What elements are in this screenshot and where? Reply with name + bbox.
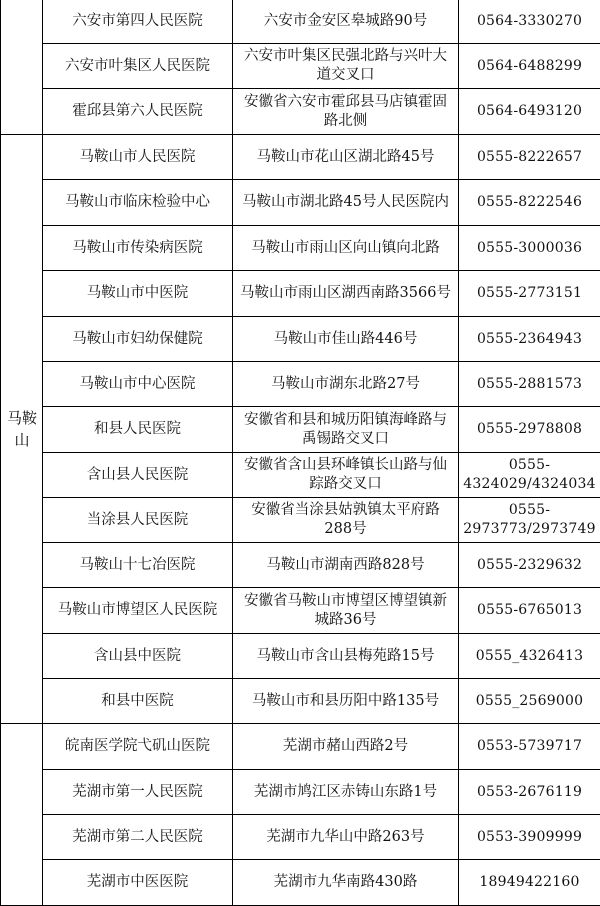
table-row [1,362,600,407]
table-row [1,135,600,180]
hospital-name-cell [43,180,233,226]
table-row [1,0,600,44]
phone-text: 0555_2569000 [476,692,583,711]
address-text: 芜湖市九华山中路263号 [266,828,424,847]
address-text: 安徽省马鞍山市博望区博望镇新城路36号 [238,592,453,630]
address-cell [233,588,459,634]
hospital-name-text: 当涂县人民医院 [87,511,189,530]
address-cell [233,860,459,906]
region-cell [1,0,43,135]
phone-cell [459,588,600,634]
address-text: 马鞍山市雨山区湖西南路3566号 [240,284,451,303]
address-text: 安徽省六安市霍邱县马店镇霍固路北侧 [238,93,453,131]
hospital-name-cell [43,44,233,89]
table-row [1,634,600,679]
table-row [1,860,600,906]
table-row [1,588,600,634]
hospital-name-cell [43,724,233,770]
region-cell [1,724,43,906]
phone-text: 0555-3000036 [477,239,582,258]
table-row [1,317,600,362]
hospital-name-text: 六安市叶集区人民医院 [65,57,210,76]
address-cell [233,0,459,44]
region-cell [1,135,43,724]
address-cell [233,453,459,498]
address-text: 马鞍山市含山县梅苑路15号 [257,647,435,666]
address-cell [233,770,459,815]
hospital-name-text: 马鞍山市传染病医院 [72,239,203,258]
hospital-name-cell [43,543,233,588]
phone-cell [459,271,600,317]
hospital-name-text: 含山县人民医院 [87,466,189,485]
phone-cell [459,89,600,135]
phone-text: 0553-3909999 [477,828,582,847]
address-cell [233,362,459,407]
hospital-table-body [1,0,600,906]
address-cell [233,498,459,543]
address-cell [233,724,459,770]
address-cell [233,180,459,226]
address-cell [233,44,459,89]
address-cell [233,679,459,724]
hospital-name-text: 芜湖市中医医院 [87,873,189,892]
hospital-name-text: 和县人民医院 [94,420,181,439]
address-text: 马鞍山市湖北路45号人民医院内 [242,193,449,212]
address-text: 芜湖市赭山西路2号 [283,737,408,756]
phone-text: 0555-8222657 [477,148,582,167]
address-text: 马鞍山市和县历阳中路135号 [252,692,439,711]
phone-cell [459,815,600,860]
hospital-name-text: 六安市第四人民医院 [72,12,203,31]
phone-cell [459,0,600,44]
table-row [1,271,600,317]
hospital-name-cell [43,0,233,44]
table-row [1,498,600,543]
hospital-name-text: 马鞍山市妇幼保健院 [72,330,203,349]
address-text: 芜湖市鸠江区赤铸山东路1号 [254,783,437,802]
hospital-name-cell [43,634,233,679]
hospital-name-text: 马鞍山市博望区人民医院 [58,601,218,620]
phone-cell [459,679,600,724]
phone-text: 0555-2881573 [477,375,582,394]
address-cell [233,634,459,679]
hospital-name-cell [43,588,233,634]
address-cell [233,317,459,362]
hospital-name-text: 皖南医学院弋矶山医院 [65,737,210,756]
hospital-name-text: 芜湖市第二人民医院 [72,828,203,847]
table-row [1,770,600,815]
hospital-name-cell [43,498,233,543]
address-text: 安徽省和县和城历阳镇海峰路与禹锡路交叉口 [238,411,453,449]
hospital-name-cell [43,860,233,906]
hospital-name-cell [43,317,233,362]
phone-cell [459,860,600,906]
phone-text: 0555-6765013 [477,601,582,620]
phone-cell [459,498,600,543]
table-row [1,453,600,498]
hospital-name-text: 马鞍山市人民医院 [80,148,196,167]
hospital-name-text: 马鞍山市中医院 [87,284,189,303]
phone-text: 0564-6488299 [477,57,582,76]
hospital-name-cell [43,226,233,271]
hospital-name-text: 马鞍山市中心医院 [80,375,196,394]
phone-cell [459,407,600,453]
phone-cell [459,724,600,770]
phone-cell [459,453,600,498]
phone-text: 0553-5739717 [477,737,582,756]
hospital-name-text: 马鞍山市临床检验中心 [65,193,210,212]
phone-cell [459,543,600,588]
table-row [1,815,600,860]
table-row [1,543,600,588]
phone-text: 0555-2973773/2973749 [461,501,598,539]
address-text: 六安市金安区皋城路90号 [264,12,427,31]
address-cell [233,407,459,453]
phone-text: 0555_4326413 [476,647,583,666]
address-cell [233,815,459,860]
phone-cell [459,180,600,226]
table-row [1,44,600,89]
address-cell [233,271,459,317]
phone-cell [459,44,600,89]
hospital-name-cell [43,271,233,317]
hospital-name-cell [43,453,233,498]
hospital-name-cell [43,407,233,453]
address-text: 马鞍山市湖南西路828号 [266,556,424,575]
phone-cell [459,226,600,271]
phone-text: 0564-6493120 [477,102,582,121]
hospital-name-text: 霍邱县第六人民医院 [72,102,203,121]
hospital-name-cell [43,770,233,815]
hospital-name-cell [43,815,233,860]
hospital-name-cell [43,89,233,135]
address-text: 六安市叶集区民强北路与兴叶大道交叉口 [238,47,453,85]
phone-cell [459,317,600,362]
phone-text: 0555-2773151 [477,284,582,303]
table-row [1,89,600,135]
phone-cell [459,135,600,180]
hospital-name-cell [43,679,233,724]
hospital-name-text: 含山县中医院 [94,647,181,666]
hospital-name-text: 马鞍山十七冶医院 [80,556,196,575]
address-cell [233,543,459,588]
address-text: 马鞍山市雨山区向山镇向北路 [251,239,440,258]
hospital-name-cell [43,135,233,180]
table-row [1,679,600,724]
phone-text: 0555-4324029/4324034 [461,456,598,494]
address-cell [233,135,459,180]
table-row [1,724,600,770]
address-text: 马鞍山市花山区湖北路45号 [257,148,435,167]
phone-text: 18949422160 [479,873,579,892]
table-row [1,407,600,453]
phone-text: 0555-8222546 [477,193,582,212]
address-text: 芜湖市九华南路430路 [274,873,418,892]
phone-text: 0555-2978808 [477,420,582,439]
address-cell [233,226,459,271]
hospital-name-text: 和县中医院 [101,692,174,711]
phone-text: 0553-2676119 [477,783,582,802]
phone-text: 0555-2364943 [477,330,582,349]
hospital-name-text: 芜湖市第一人民医院 [72,783,203,802]
address-text: 安徽省当涂县姑孰镇太平府路288号 [238,501,453,539]
phone-cell [459,362,600,407]
phone-text: 0555-2329632 [477,556,582,575]
phone-cell [459,770,600,815]
phone-text: 0564-3330270 [477,12,582,31]
address-text: 马鞍山市佳山路446号 [274,330,418,349]
phone-cell [459,634,600,679]
address-text: 安徽省含山县环峰镇长山路与仙踪路交叉口 [238,456,453,494]
address-cell [233,89,459,135]
address-text: 马鞍山市湖东北路27号 [271,375,420,394]
region-label: 马鞍山 [7,407,37,451]
table-row [1,226,600,271]
table-row [1,180,600,226]
hospital-name-cell [43,362,233,407]
